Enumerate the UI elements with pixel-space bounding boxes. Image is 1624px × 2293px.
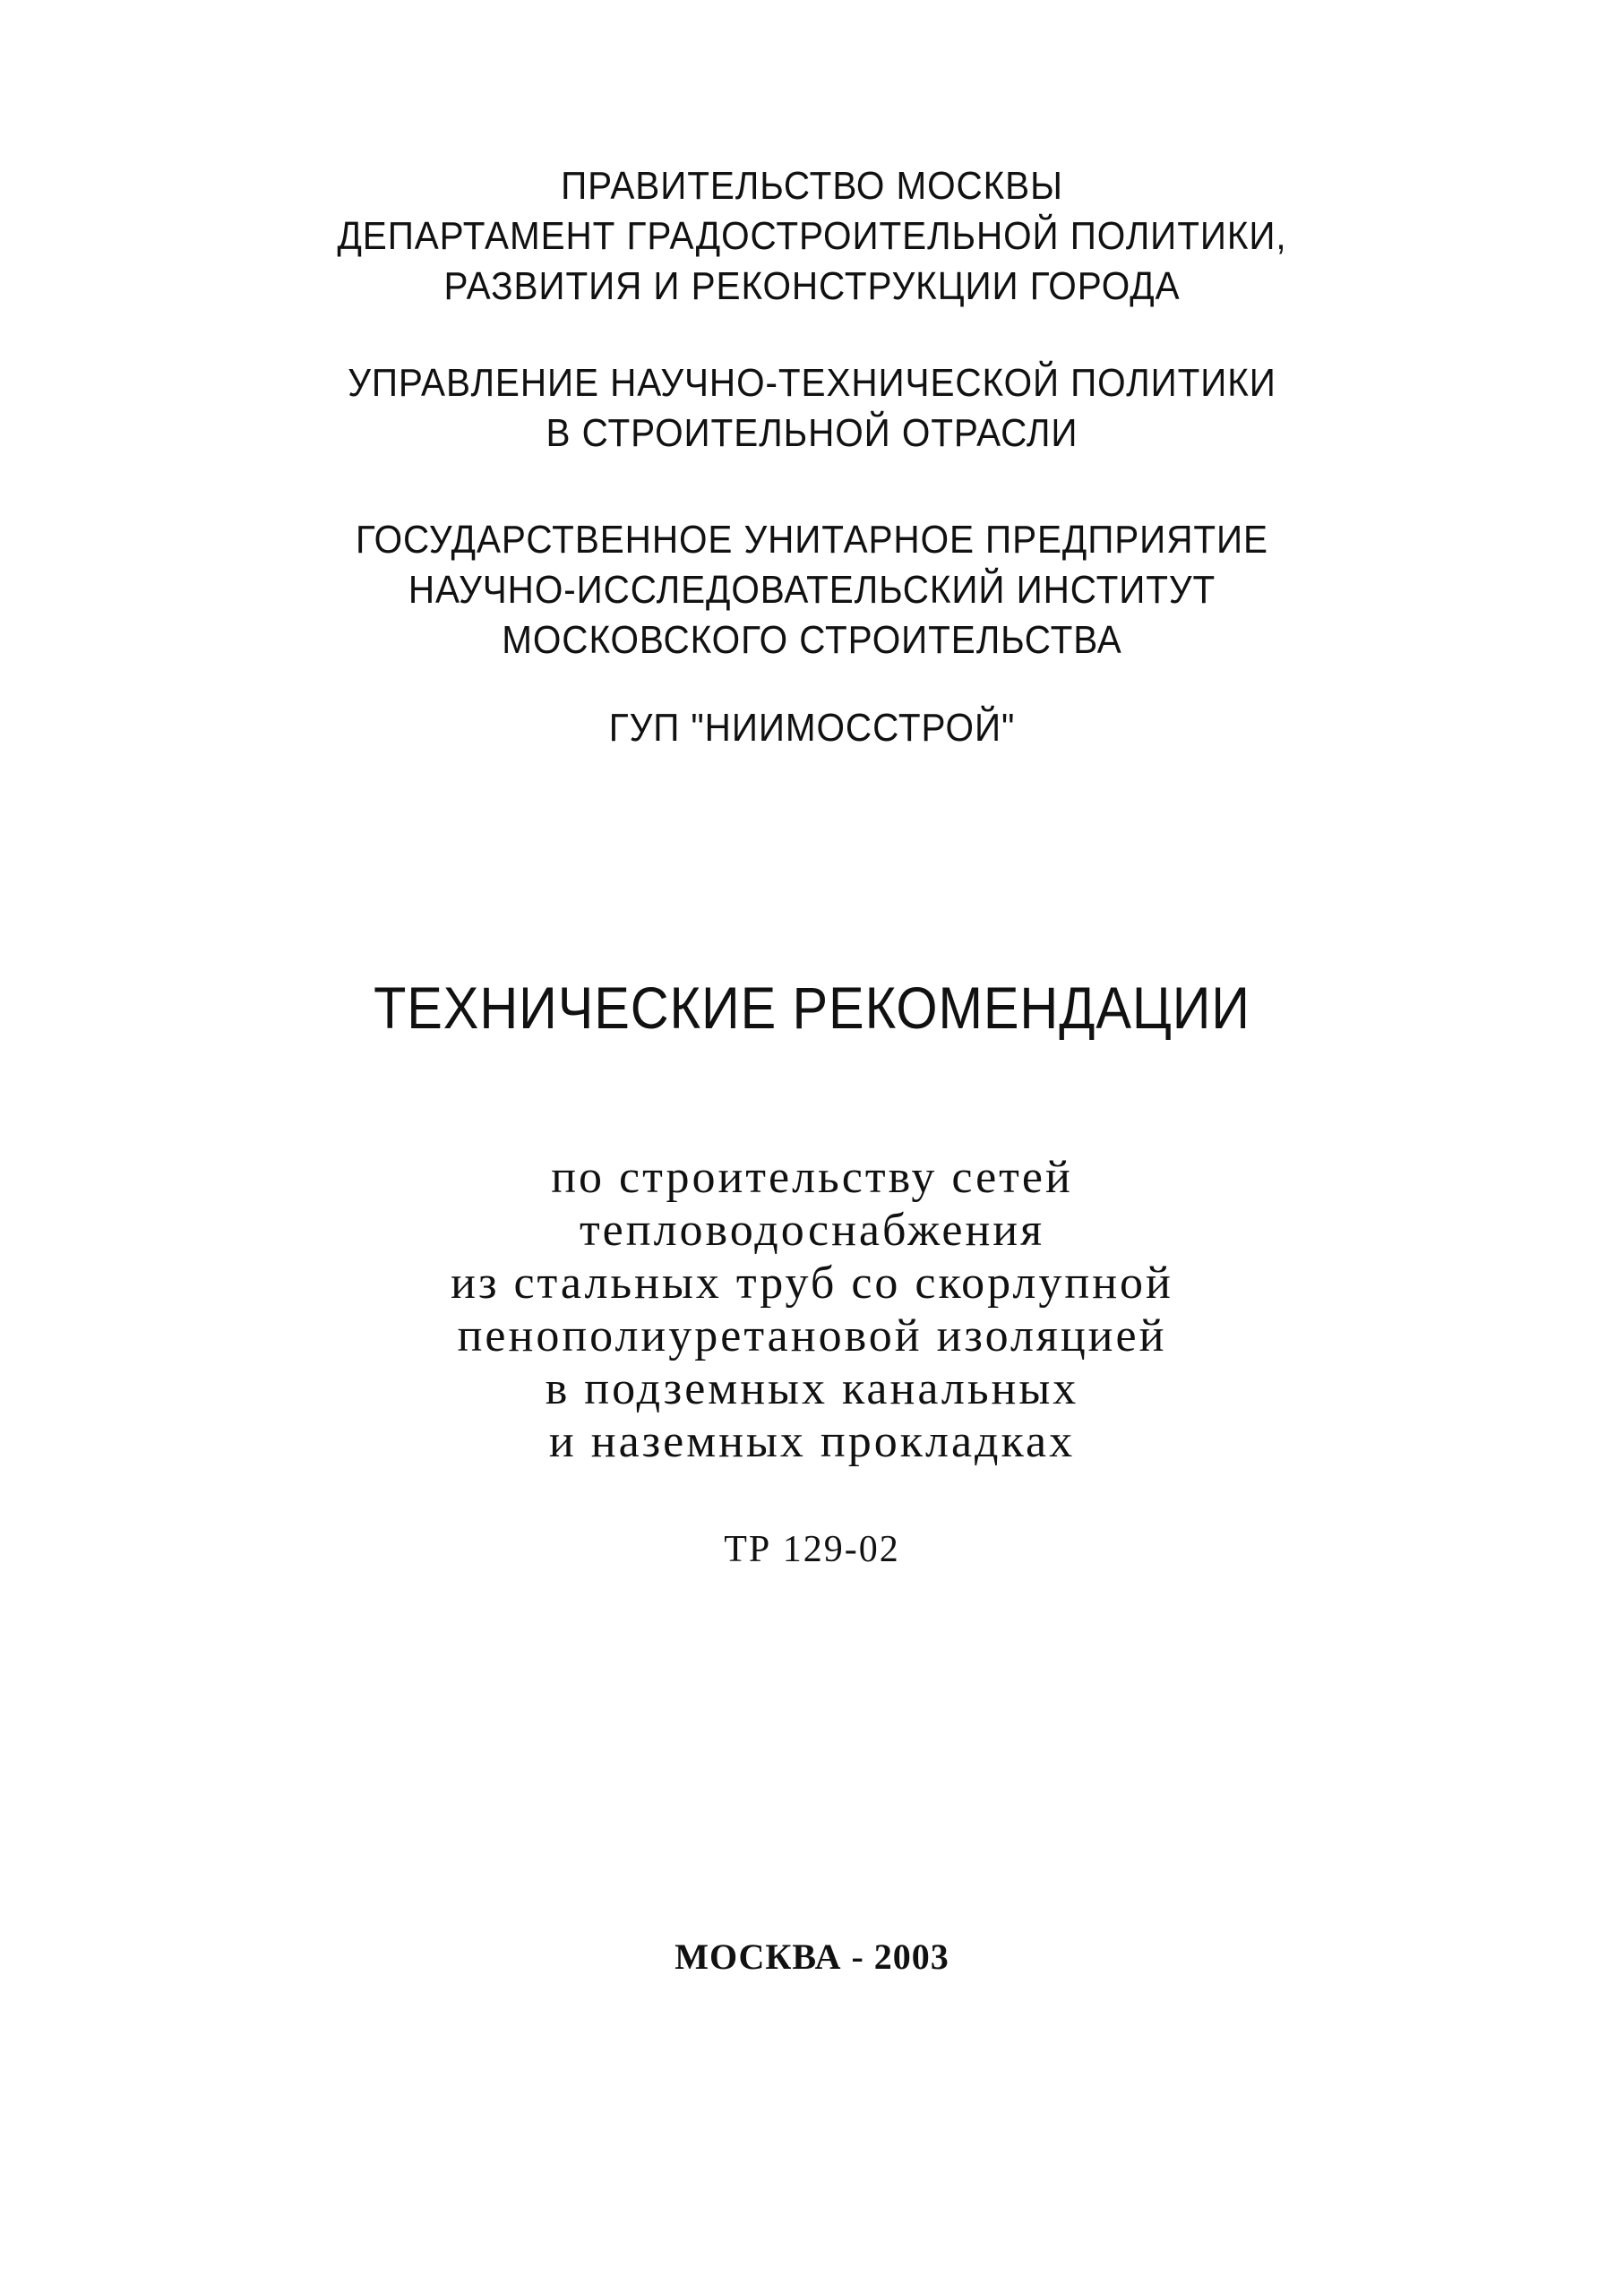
header-line: В СТРОИТЕЛЬНОЙ ОТРАСЛИ xyxy=(546,411,1078,455)
subtitle-line: в подземных канальных xyxy=(545,1363,1079,1414)
document-subtitle xyxy=(0,1151,1624,1468)
subtitle-line: пенополиуретановой изоляцией xyxy=(457,1310,1167,1361)
subtitle-line: тепловодоснабжения xyxy=(579,1205,1045,1256)
header-line: ГОСУДАРСТВЕННОЕ УНИТАРНОЕ ПРЕДПРИЯТИЕ xyxy=(356,518,1268,562)
header-line: ДЕПАРТАМЕНТ ГРАДОСТРОИТЕЛЬНОЙ ПОЛИТИКИ, xyxy=(337,214,1287,258)
header-line: ПРАВИТЕЛЬСТВО МОСКВЫ xyxy=(561,164,1063,208)
header-line: УПРАВЛЕНИЕ НАУЧНО-ТЕХНИЧЕСКОЙ ПОЛИТИКИ xyxy=(348,361,1276,405)
subtitle-line: из стальных труб со скорлупной xyxy=(451,1258,1173,1309)
government-header xyxy=(65,161,1560,312)
institute-short-name xyxy=(65,703,1560,753)
document-code: ТР 129-02 xyxy=(724,1529,900,1570)
header-line: МОСКОВСКОГО СТРОИТЕЛЬСТВА xyxy=(502,618,1122,662)
subtitle-line: и наземных прокладках xyxy=(548,1416,1076,1467)
header-line: РАЗВИТИЯ И РЕКОНСТРУКЦИИ ГОРОДА xyxy=(443,264,1181,308)
subtitle-line: по строительству сетей xyxy=(551,1152,1073,1203)
publication-place-year: МОСКВА - 2003 xyxy=(675,1937,949,1977)
institute-header xyxy=(65,515,1560,666)
department-header xyxy=(65,358,1560,459)
document-title: ТЕХНИЧЕСКИЕ РЕКОМЕНДАЦИИ xyxy=(374,975,1250,1041)
header-line: НАУЧНО-ИССЛЕДОВАТЕЛЬСКИЙ ИНСТИТУТ xyxy=(408,568,1216,612)
header-line: ГУП "НИИМОССТРОЙ" xyxy=(608,706,1016,750)
